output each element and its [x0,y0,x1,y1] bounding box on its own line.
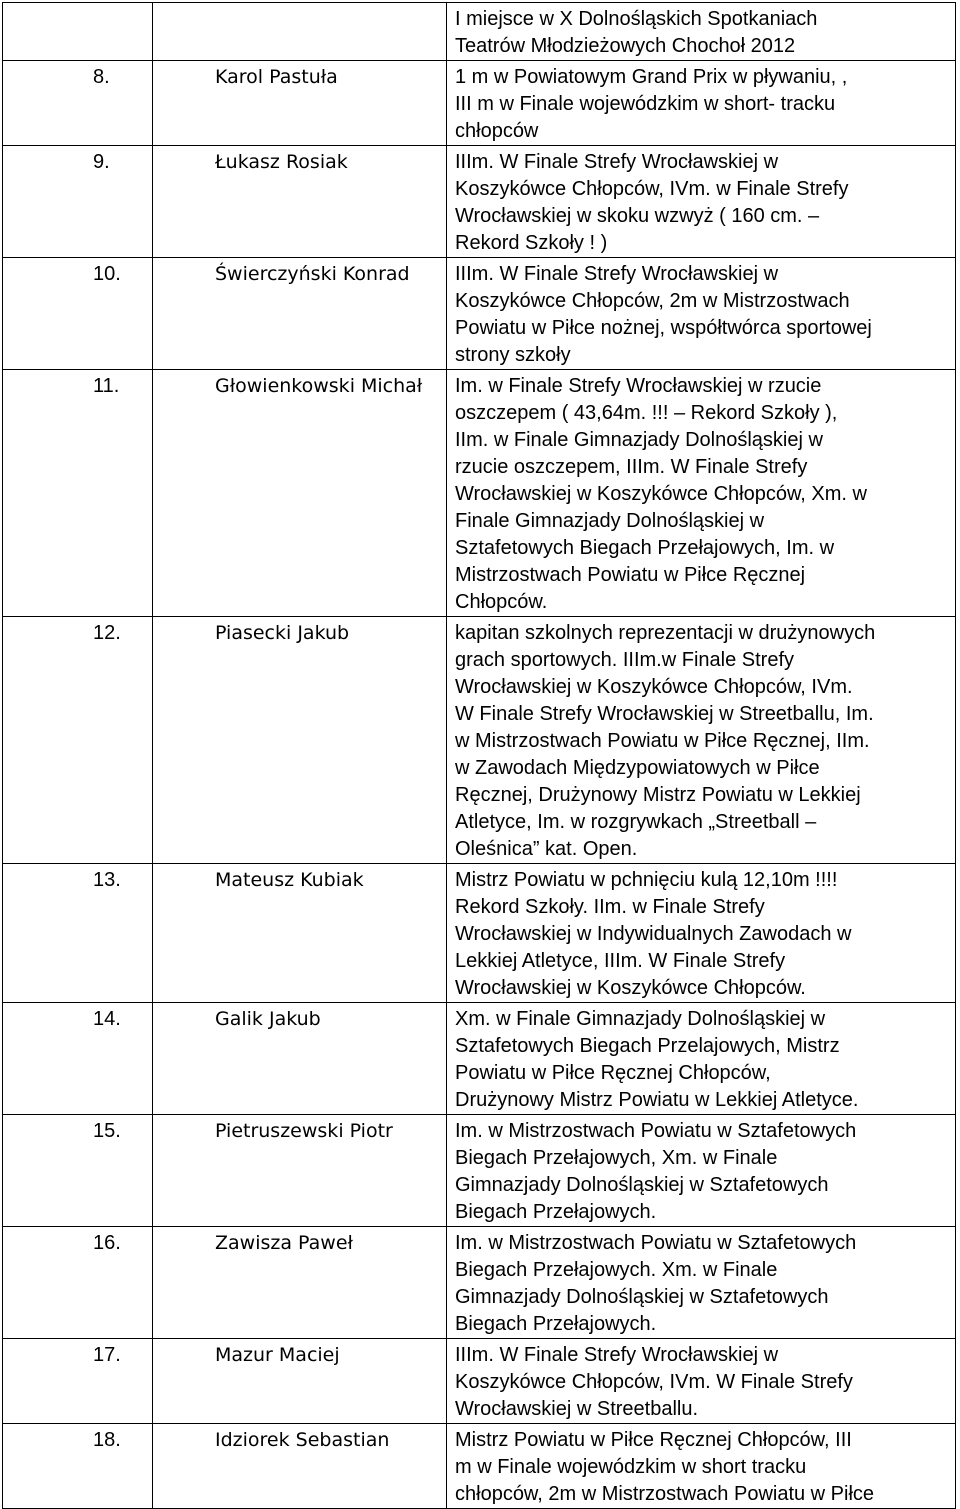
achievement-text-line: rzucie oszczepem, IIIm. W Finale Strefy [455,456,808,478]
row-number: 15. [93,1120,121,1142]
achievement-text-line: kapitan szkolnych reprezentacji w drużynowych [455,622,876,644]
table-row [3,370,956,617]
row-number: 10. [93,263,121,285]
achievement-text-line: Koszykówce Chłopców, 2m w Mistrzostwach [455,290,850,312]
achievement-text-line: 1 m w Powiatowym Grand Prix w pływaniu, , [455,66,848,88]
achievement-text-line: Teatrów Młodzieżowych Chochoł 2012 [455,35,796,57]
achievement-text-line: W Finale Strefy Wrocławskiej w Streetballu, Im. [455,703,874,725]
table-row [3,1227,956,1339]
student-name-cell [153,1003,447,1115]
achievement-text-line: Atletyce, Im. w rozgrywkach „Streetball – [455,811,817,833]
achievements-table-body [3,3,956,1509]
achievement-text-line: Lekkiej Atletyce, IIIm. W Finale Strefy [455,950,786,972]
row-number: 12. [93,622,121,644]
achievements-cell [447,370,956,617]
achievements-cell [447,258,956,370]
student-name-cell [153,146,447,258]
row-number-cell [3,1115,153,1227]
achievement-text-line: w Mistrzostwach Powiatu w Piłce Ręcznej, IIm. [455,730,870,752]
achievement-text-line: Powiatu w Piłce nożnej, współtwórca sportowej [455,317,872,339]
achievements-cell [447,146,956,258]
achievement-text-line: IIIm. W Finale Strefy Wrocławskiej w [455,263,779,285]
student-name-cell [153,258,447,370]
achievement-text-line: strony szkoły [455,344,571,366]
row-number-cell [3,617,153,864]
achievement-text-line: Wrocławskiej w Koszykówce Chłopców. [455,977,806,999]
achievement-text-line: Chłopców. [455,591,548,613]
achievement-text-line: Mistrz Powiatu w Piłce Ręcznej Chłopców, III [455,1429,852,1451]
row-number-cell [3,1227,153,1339]
table-row [3,864,956,1003]
row-number-cell [3,1424,153,1509]
row-number: 14. [93,1008,121,1030]
table-row [3,258,956,370]
student-name: Galik Jakub [215,1008,321,1030]
student-name: Zawisza Paweł [215,1232,353,1254]
achievements-cell [447,1339,956,1424]
achievement-text-line: IIIm. W Finale Strefy Wrocławskiej w [455,151,779,173]
table-row [3,1003,956,1115]
row-number: 17. [93,1344,121,1366]
row-number-cell [3,1339,153,1424]
achievement-text-line: III m w Finale wojewódzkim w short- tracku [455,93,836,115]
student-name: Karol Pastuła [215,66,338,88]
achievements-cell [447,1424,956,1509]
achievement-text-line: m w Finale wojewódzkim w short tracku [455,1456,807,1478]
achievement-text-line: Powiatu w Piłce Ręcznej Chłopców, [455,1062,771,1084]
achievement-text-line: Biegach Przełajowych. [455,1313,657,1335]
row-number-cell [3,61,153,146]
achievement-text-line: Koszykówce Chłopców, IVm. w Finale Strefy [455,178,849,200]
student-name-cell [153,3,447,61]
achievement-text-line: Wrocławskiej w Koszykówce Chłopców, Xm. w [455,483,867,505]
achievement-text-line: Wrocławskiej w skoku wzwyż ( 160 cm. – [455,205,820,227]
achievement-text-line: Im. w Mistrzostwach Powiatu w Sztafetowych [455,1232,857,1254]
student-name-cell [153,1115,447,1227]
achievement-text-line: Xm. w Finale Gimnazjady Dolnośląskiej w [455,1008,826,1030]
student-name: Mazur Maciej [215,1344,340,1366]
row-number: 16. [93,1232,121,1254]
achievement-text-line: Gimnazjady Dolnośląskiej w Sztafetowych [455,1174,829,1196]
achievement-text-line: Oleśnica” kat. Open. [455,838,638,860]
table-row [3,1115,956,1227]
table-row [3,61,956,146]
row-number: 13. [93,869,121,891]
achievement-text-line: Rekord Szkoły ! ) [455,232,608,254]
achievement-text-line: IIm. w Finale Gimnazjady Dolnośląskiej w [455,429,823,451]
student-name-cell [153,1339,447,1424]
row-number: 9. [93,151,110,173]
achievement-text-line: Mistrzostwach Powiatu w Piłce Ręcznej [455,564,806,586]
table-row [3,1339,956,1424]
achievement-text-line: Wrocławskiej w Streetballu. [455,1398,699,1420]
student-name-cell [153,61,447,146]
achievement-text-line: Biegach Przełajowych. Xm. w Finale [455,1259,778,1281]
row-number-cell [3,370,153,617]
student-name [153,3,446,6]
student-name: Mateusz Kubiak [215,869,364,891]
row-number-cell [3,258,153,370]
achievement-text-line: chłopców [455,120,539,142]
achievement-text-line: I miejsce w X Dolnośląskich Spotkaniach [455,8,818,30]
student-name-cell [153,864,447,1003]
achievement-text-line: Im. w Finale Strefy Wrocławskiej w rzucie [455,375,822,397]
achievements-cell [447,3,956,61]
achievements-table [2,2,956,1509]
achievements-cell [447,1003,956,1115]
table-row [3,617,956,864]
table-row [3,146,956,258]
achievement-text-line: Drużynowy Mistrz Powiatu w Lekkiej Atletyce. [455,1089,859,1111]
achievement-text-line: Mistrz Powiatu w pchnięciu kulą 12,10m !!!! [455,869,838,891]
student-name: Łukasz Rosiak [215,151,348,173]
achievements-cell [447,61,956,146]
achievement-text-line: Im. w Mistrzostwach Powiatu w Sztafetowych [455,1120,857,1142]
achievement-text-line: Koszykówce Chłopców, IVm. W Finale Strefy [455,1371,853,1393]
row-number [93,3,152,6]
achievement-text-line: Gimnazjady Dolnośląskiej w Sztafetowych [455,1286,829,1308]
student-name: Świerczyński Konrad [215,263,410,285]
row-number-cell [3,3,153,61]
achievements-cell [447,1227,956,1339]
achievement-text-line: oszczepem ( 43,64m. !!! – Rekord Szkoły ), [455,402,838,424]
table-row [3,1424,956,1509]
achievement-text-line: Sztafetowych Biegach Przelajowych, Mistrz [455,1035,840,1057]
table-row [3,3,956,61]
student-name: Głowienkowski Michał [215,375,423,397]
achievement-text-line: Wrocławskiej w Koszykówce Chłopców, IVm. [455,676,853,698]
row-number: 18. [93,1429,121,1451]
achievement-text-line: IIIm. W Finale Strefy Wrocławskiej w [455,1344,779,1366]
student-name: Piasecki Jakub [215,622,350,644]
student-name-cell [153,1227,447,1339]
achievement-text-line: Biegach Przełajowych. [455,1201,657,1223]
row-number: 11. [93,375,120,397]
achievement-text-line: Sztafetowych Biegach Przełajowych, Im. w [455,537,835,559]
student-name: Idziorek Sebastian [215,1429,390,1451]
achievement-text-line: w Zawodach Międzypowiatowych w Piłce [455,757,820,779]
achievement-text-line: Biegach Przełajowych, Xm. w Finale [455,1147,778,1169]
student-name-cell [153,1424,447,1509]
achievement-text-line: grach sportowych. IIIm.w Finale Strefy [455,649,795,671]
student-name-cell [153,370,447,617]
achievements-cell [447,864,956,1003]
achievement-text-line: Ręcznej, Drużynowy Mistrz Powiatu w Lekkiej [455,784,861,806]
row-number-cell [3,1003,153,1115]
student-name-cell [153,617,447,864]
achievement-text-line: Finale Gimnazjady Dolnośląskiej w [455,510,765,532]
achievement-text-line: chłopców, 2m w Mistrzostwach Powiatu w Piłce [455,1483,875,1505]
student-name: Pietruszewski Piotr [215,1120,393,1142]
achievement-text-line: Wrocławskiej w Indywidualnych Zawodach w [455,923,852,945]
achievement-text-line: Rekord Szkoły. IIm. w Finale Strefy [455,896,765,918]
row-number-cell [3,146,153,258]
achievements-cell [447,1115,956,1227]
row-number-cell [3,864,153,1003]
row-number: 8. [93,66,110,88]
achievements-cell [447,617,956,864]
